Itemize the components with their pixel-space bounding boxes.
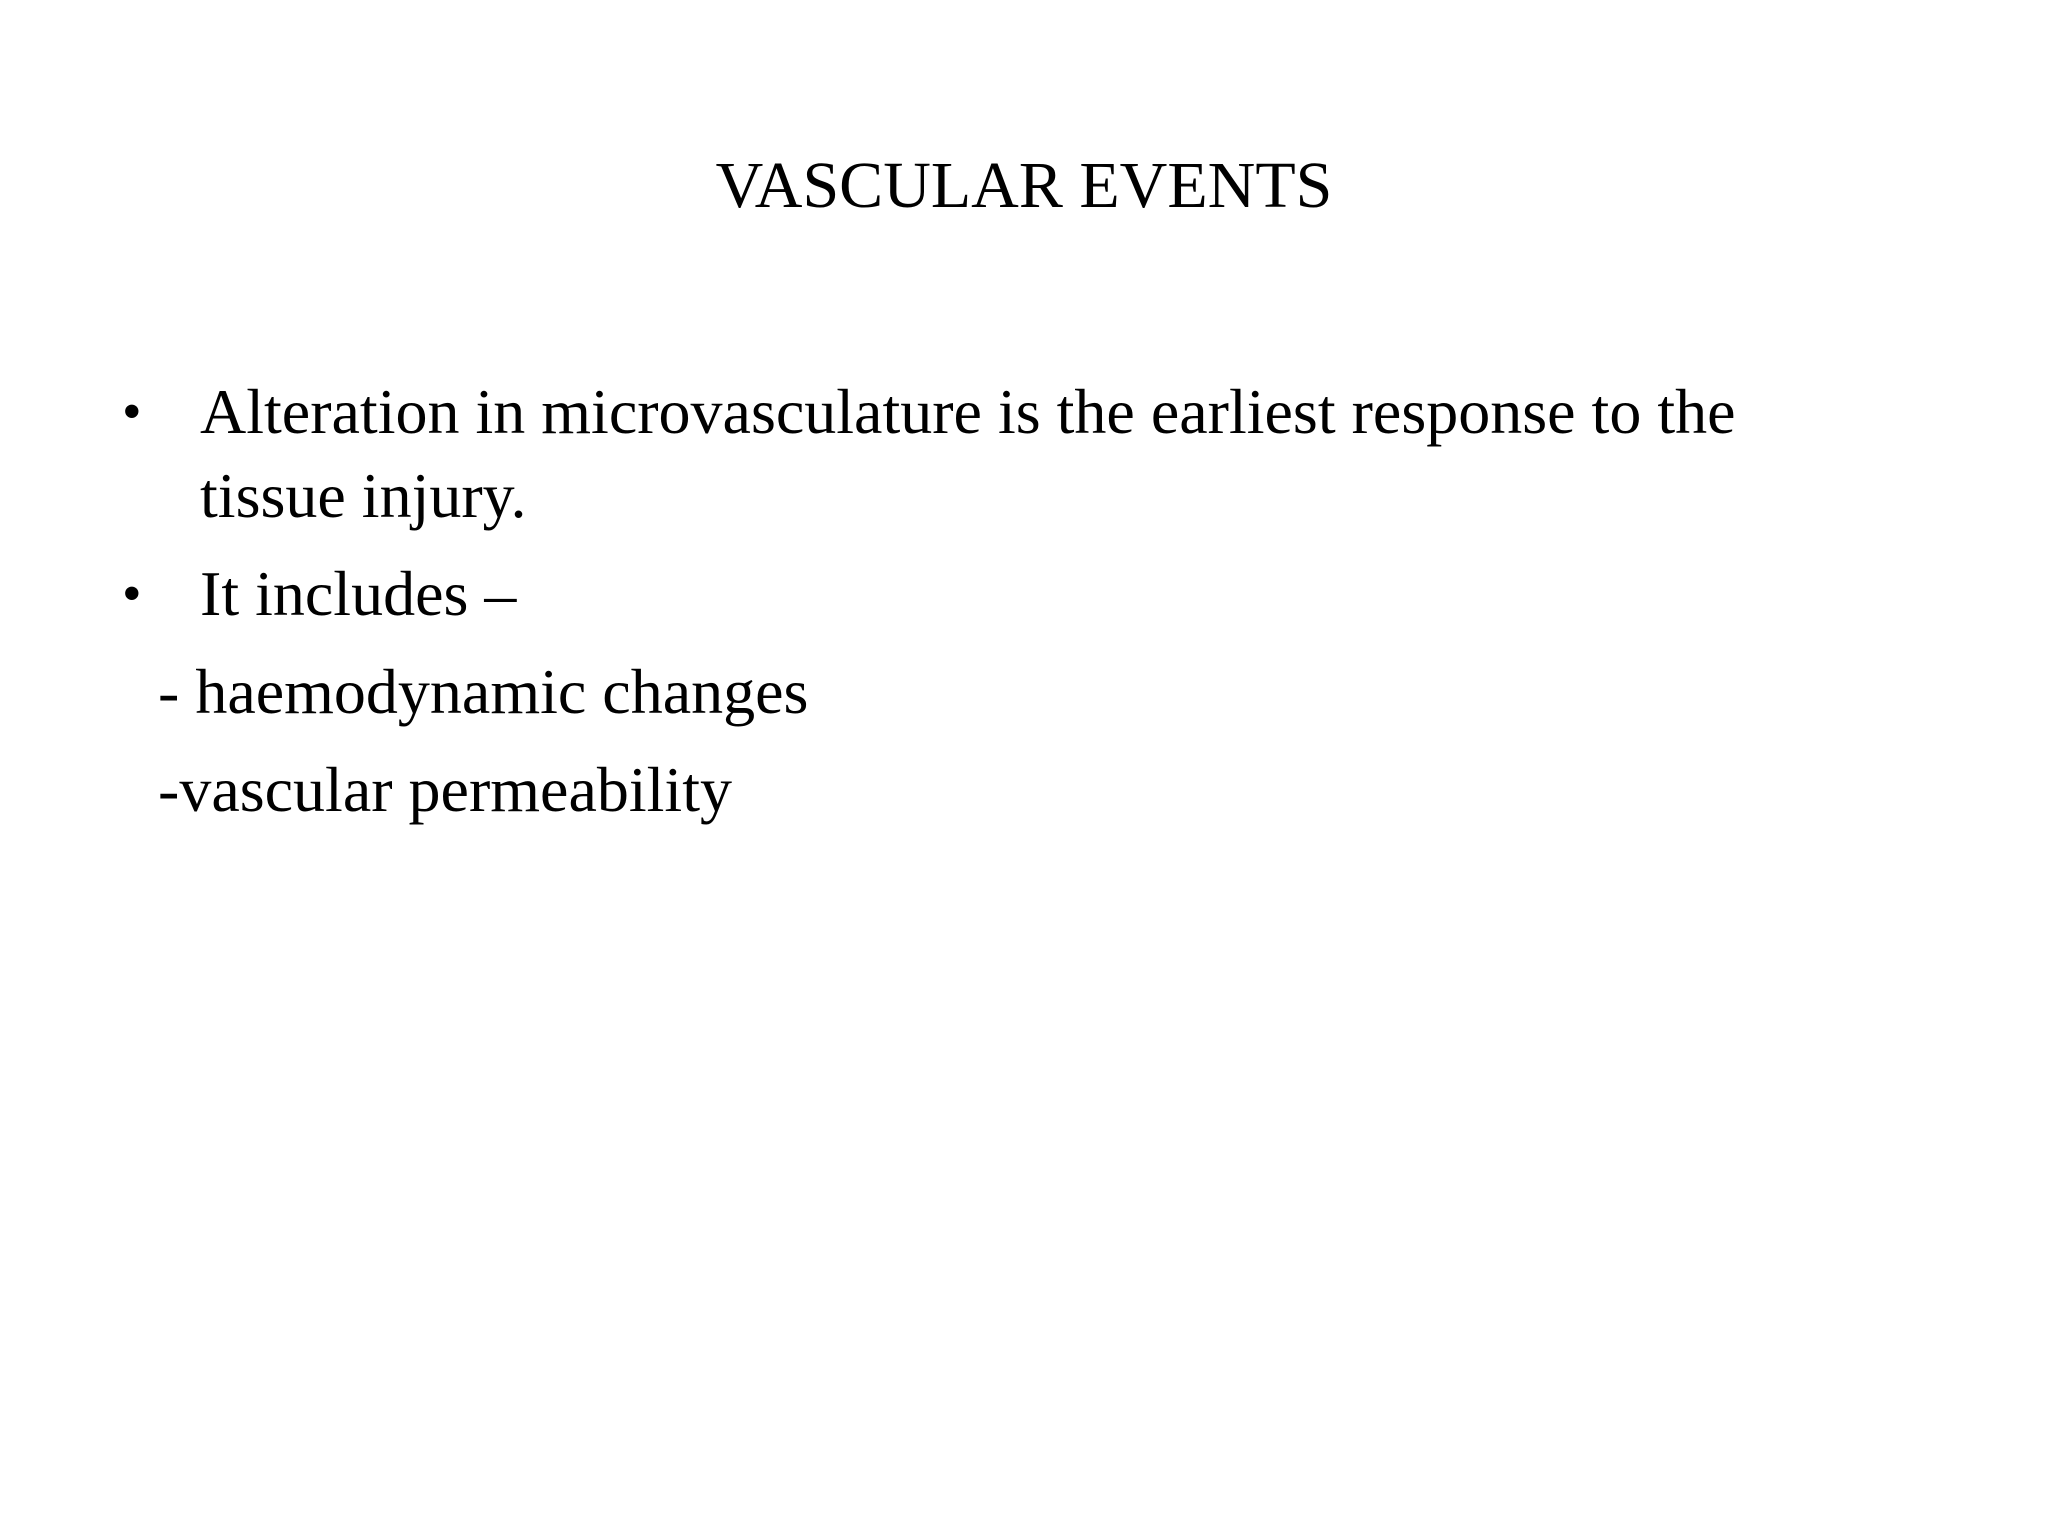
bullet-text: Alteration in microvasculature is the earliest response to the tissue injury. [200,376,1736,531]
bullet-text: It includes – [200,558,517,629]
bullet-item [0,370,1880,538]
bullet-item [0,552,1880,636]
slide-title: VASCULAR EVENTS [715,149,1333,222]
bullet-icon: • [122,381,142,443]
slide-content [0,370,2048,846]
bullet-icon: • [122,563,142,625]
sub-item-vascular-permeability: -vascular permeability [158,754,732,825]
sub-item-haemodynamic-changes: - haemodynamic changes [158,656,809,727]
